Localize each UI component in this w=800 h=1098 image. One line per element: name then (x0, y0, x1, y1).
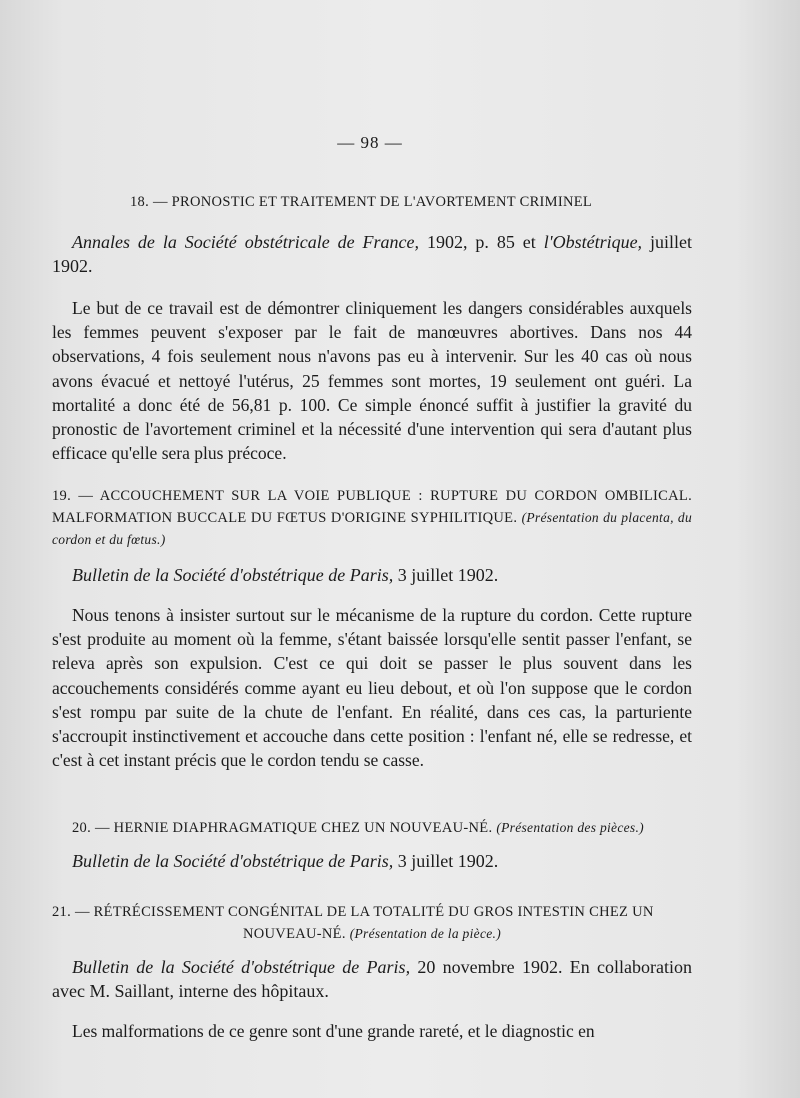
entry-20 (52, 817, 692, 873)
citation-details: 1902, p. 85 et (419, 232, 544, 252)
citation-details: 20 novembre 1902. En collaboration avec M. Saillant, interne des hôpitaux. (52, 957, 692, 1001)
citation-journal: Annales de la Société obstétricale de France, (72, 232, 420, 252)
entry-citation (52, 849, 692, 873)
citation-date: 3 juillet 1902. (393, 565, 499, 585)
entry-title (52, 486, 692, 551)
entry-title-text: 20. — HERNIE DIAPHRAGMATIQUE CHEZ UN NOUVEAU-NÉ. (72, 820, 493, 836)
entry-citation (52, 955, 692, 1003)
entry-title-note: (Présentation du placenta, du cordon et du fœtus.) (52, 510, 692, 547)
entry-title (52, 817, 692, 839)
entry-title-text: 21. — RÉTRÉCISSEMENT CONGÉNITAL DE LA TOTALITÉ DU GROS INTESTIN CHEZ UN (52, 904, 654, 920)
entry-19 (52, 486, 692, 772)
citation-journal: Bulletin de la Société d'obstétrique de Paris, (72, 851, 394, 871)
entry-title: 18. — PRONOSTIC ET TRAITEMENT DE L'AVORTEMENT CRIMINEL (130, 194, 593, 210)
citation-date: 3 juillet 1902. (393, 851, 499, 871)
entry-18 (52, 192, 692, 465)
citation-journal-2: l'Obstétrique, (543, 232, 643, 252)
entry-21 (52, 902, 692, 1043)
entry-title-note: (Présentation de la pièce.) (349, 926, 502, 941)
entry-paragraph: Les malformations de ce genre sont d'une grande rareté, et le diagnostic en (72, 1021, 595, 1041)
entry-title-line-2 (52, 923, 692, 945)
citation-date: juillet 1902. (52, 232, 692, 276)
entry-title-note: (Présentation des pièces.) (496, 820, 644, 835)
page-number: — 98 — (337, 133, 403, 152)
entry-title-text-2: NOUVEAU-NÉ. (242, 926, 346, 942)
entry-paragraph: Nous tenons à insister surtout sur le mécanisme de la rupture du cordon. Cette rupture s'est produite au moment où la femme, s'étant baissée lorsqu'elle sentit passer l'enfant, se releva après son expulsion. C'est ce qui doit se passer le plus souvent dans les accouchements considérés comme ayant eu lieu debout, et où l'on suppose que le cordon s'est rompu par suite de la chute de l'enfant. En réalité, dans ces cas, la parturiente s'accroupit instinctivement et accouche dans cette position : l'enfant né, elle se redresse, et c'est à cet instant précis que le cordon tendu se casse. (52, 605, 692, 771)
entry-citation (52, 563, 692, 587)
entry-title-text: 19. — ACCOUCHEMENT SUR LA VOIE PUBLIQUE : RUPTURE DU CORDON OMBILICAL. MALFORMATION BUCCALE DU FŒTUS D'ORIGINE SYPHILITIQUE. (52, 488, 692, 526)
entry-paragraph: Le but de ce travail est de démontrer cliniquement les dangers considérables auxquels les femmes peuvent s'exposer par le fait de manœuvres abortives. Dans nos 44 observations, 4 fois seulement nous n'avons pas eu à intervenir. Sur les 40 cas où nous avons évacué et nettoyé l'utérus, 25 femmes sont mortes, 19 seulement ont guéri. La mortalité a donc été de 56,81 p. 100. Ce simple énoncé suffit à justifier la gravité du pronostic de l'avortement criminel et la nécessité d'une intervention qui sera d'autant plus efficace qu'elle sera plus précoce. (52, 298, 692, 464)
citation-journal: Bulletin de la Société d'obstétrique de Paris, (72, 957, 411, 977)
citation-journal: Bulletin de la Société d'obstétrique de Paris, (72, 565, 394, 585)
entry-citation (52, 230, 692, 278)
entry-title (52, 902, 692, 945)
